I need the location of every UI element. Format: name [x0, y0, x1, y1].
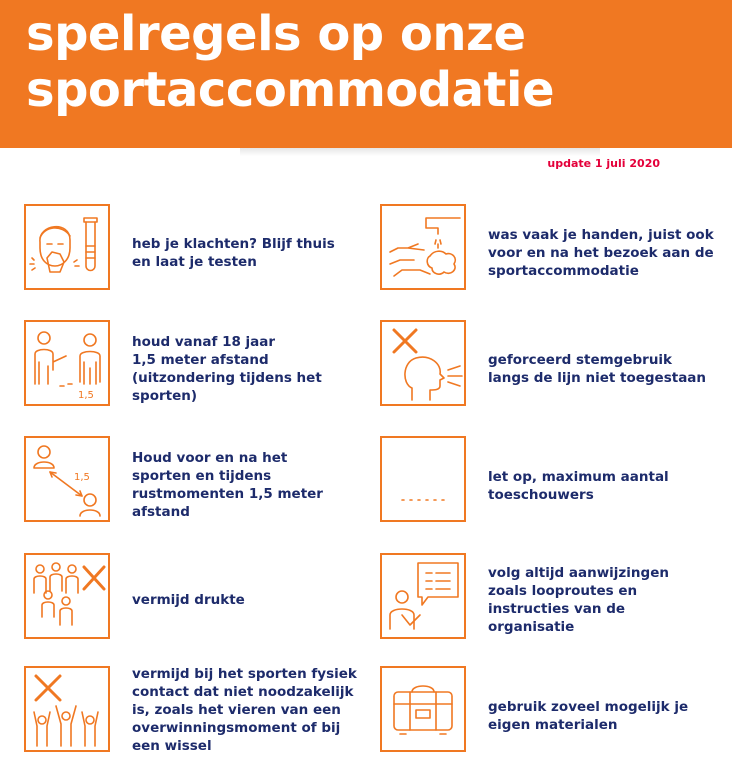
rule-text-3: Houd voor en na het sporten en tijdens rustmomenten 1,5 meter afstand	[132, 450, 323, 520]
rule-icon-box	[24, 666, 110, 752]
instruction-person-icon	[382, 555, 464, 637]
crowd-cross-icon	[26, 555, 108, 637]
rule-icon-box	[380, 204, 466, 290]
rule-icon-box	[380, 553, 466, 639]
header-banner	[0, 0, 732, 148]
celebration-cross-icon	[26, 668, 108, 750]
icon-distance-label: 1,5	[74, 472, 90, 483]
dotted-line-icon	[382, 438, 464, 520]
rule-text-6: was vaak je handen, juist ook voor en na het bezoek aan de sportaccommodatie	[488, 227, 714, 279]
rule-icon-box	[380, 666, 466, 752]
page-title-line-1: spelregels op onze	[26, 6, 526, 62]
rule-text-2: houd vanaf 18 jaar 1,5 meter afstand (uitzondering tijdens het sporten)	[132, 334, 322, 404]
sports-bag-icon	[382, 668, 464, 750]
rule-icon-box	[24, 204, 110, 290]
rule-icon-box	[380, 320, 466, 406]
rule-icon-box	[24, 436, 110, 522]
update-date: update 1 juli 2020	[547, 157, 660, 170]
two-people-distance-icon	[26, 322, 108, 404]
rule-icon-box	[24, 320, 110, 406]
page-title-line-2: sportaccommodatie	[26, 62, 555, 118]
rule-text-9: volg altijd aanwijzingen zoals looproutes en instructies van de organisatie	[488, 565, 669, 635]
sick-person-test-tube-icon	[26, 206, 108, 288]
no-shouting-icon	[382, 322, 464, 404]
hand-washing-icon	[382, 206, 464, 288]
header-shadow	[240, 148, 600, 156]
rule-text-7: geforceerd stemgebruik langs de lijn niet toegestaan	[488, 352, 707, 386]
rule-text-10: gebruik zoveel mogelijk je eigen materialen	[488, 699, 689, 733]
distance-arrow-icon	[26, 438, 108, 520]
rule-text-8: let op, maximum aantal toeschouwers	[488, 469, 669, 503]
rule-icon-box	[380, 436, 466, 522]
rule-text-1: heb je klachten? Blijf thuis en laat je testen	[132, 236, 335, 270]
rule-text-5: vermijd bij het sporten fysiek contact dat niet noodzakelijk is, zoals het vieren van een overwinningsmoment of bij een wissel	[132, 666, 357, 754]
rule-text-4: vermijd drukte	[132, 592, 245, 608]
rule-icon-box	[24, 553, 110, 639]
icon-distance-label: 1,5	[78, 390, 94, 401]
